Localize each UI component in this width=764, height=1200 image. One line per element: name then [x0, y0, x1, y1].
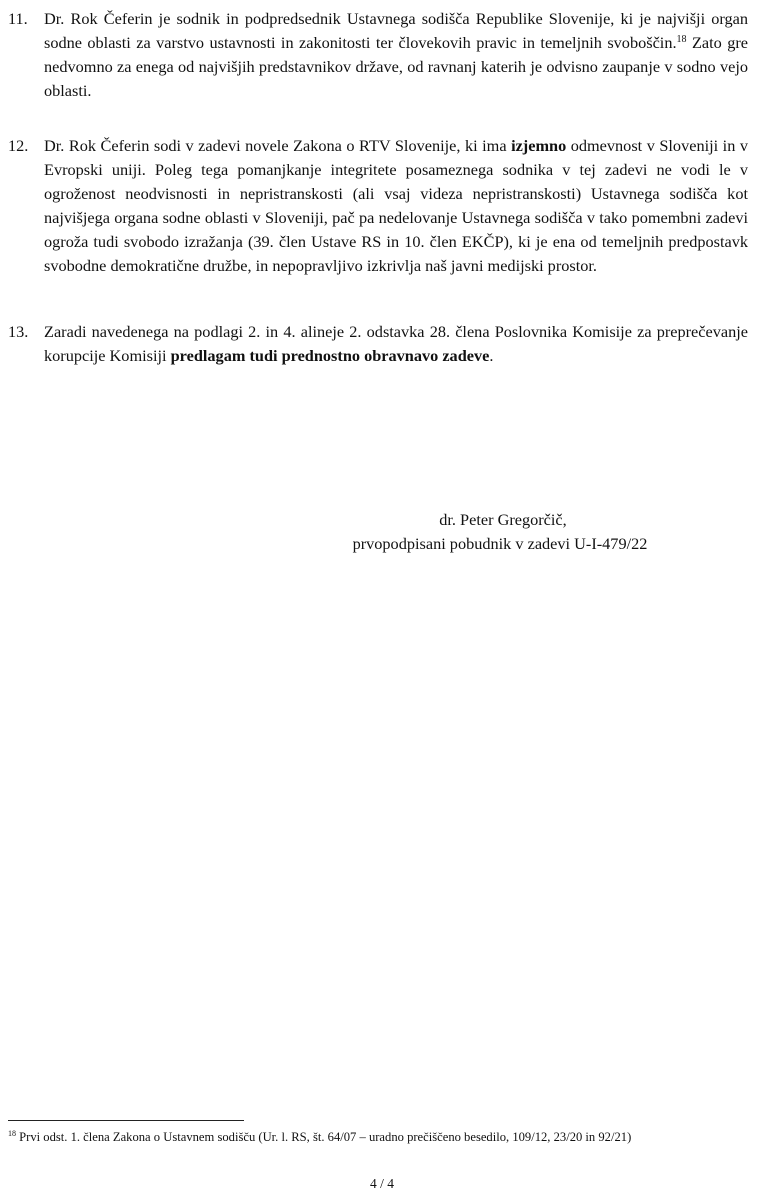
paragraph-text-part: Dr. Rok Čeferin sodi v zadevi novele Zakona o RTV Slovenije, ki ima: [44, 136, 512, 155]
signature-block: [300, 508, 700, 556]
footnote-separator: [8, 1120, 244, 1121]
emphasis-text: predlagam tudi prednostno obravnavo zadeve: [170, 346, 490, 365]
footnote-reference: 18: [676, 34, 687, 45]
paragraph-number: 13.: [8, 322, 29, 341]
paragraph-13: [8, 320, 748, 368]
paragraph-number: 11.: [8, 9, 28, 28]
paragraph-text-part: odmevnost v Sloveniji in v Evropski uniji. Poleg tega pomanjkanje integritete posameznega sodnika v tej zadevi ne vodi le v ogroženost neodvisnosti in nepristranskosti (ali vsaj videza nepristranskosti) Ustavnega sodišča kot najvišjega organa sodne oblasti v Sloveniji, pač pa nedelovanje Ustavnega sodišča v tako pomembni zadevi ogroža tudi svobodo izražanja (39. člen Ustave RS in 10. člen EKČP), ki je ena od temeljnih predpostavk svobodne demokratične družbe, in nepopravljivo izkrivlja naš javni medijski prostor.: [44, 136, 748, 275]
paragraph-11: [8, 7, 748, 103]
paragraph-text: [44, 320, 748, 368]
page-number: 4 / 4: [369, 1176, 394, 1191]
paragraph-text-part: Zato gre nedvomno za enega od najvišjih predstavnikov države, od ravnanj katerih je odvisno zaupanje v sodno vejo oblasti.: [44, 33, 748, 100]
footnote: [8, 1128, 760, 1146]
emphasis-text: izjemno: [511, 136, 567, 155]
signatory-name: dr. Peter Gregorčič,: [439, 510, 567, 529]
signatory-role: prvopodpisani pobudnik v zadevi U-I-479/22: [352, 534, 648, 553]
footnote-text: Prvi odst. 1. člena Zakona o Ustavnem sodišču (Ur. l. RS, št. 64/07 – uradno prečiščeno besedilo, 109/12, 23/20 in 92/21): [16, 1130, 632, 1144]
paragraph-text-part: Dr. Rok Čeferin je sodnik in podpredsednik Ustavnega sodišča Republike Slovenije, ki je najvišji organ sodne oblasti za varstvo ustavnosti in zakonitosti ter človekovih pravic in temeljnih svoboščin.: [44, 9, 748, 52]
paragraph-text: [44, 134, 748, 278]
paragraph-text-part: .: [489, 346, 494, 365]
paragraph-text-part: Zaradi navedenega na podlagi 2. in 4. alineje 2. odstavka 28. člena Poslovnika Komisije za preprečevanje korupcije Komisiji: [44, 322, 748, 365]
footnote-number: 18: [8, 1129, 16, 1138]
paragraph-number: 12.: [8, 136, 29, 155]
paragraph-text: [44, 7, 748, 103]
paragraph-12: [8, 134, 748, 278]
